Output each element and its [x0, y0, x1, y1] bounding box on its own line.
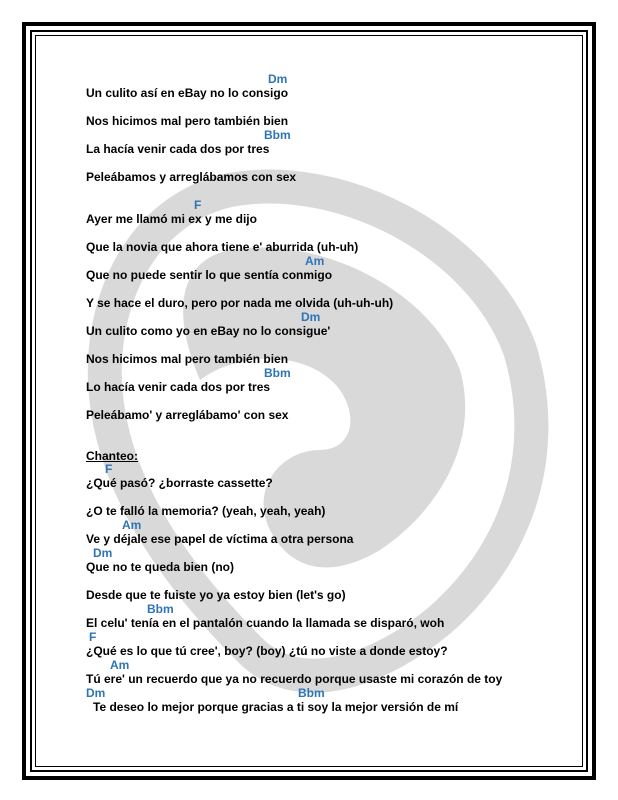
chord: F — [89, 630, 97, 644]
chord: Am — [305, 254, 325, 268]
lyric-line: ¿Qué pasó? ¿borraste cassette? — [86, 476, 273, 490]
chord: Dm — [268, 72, 288, 86]
lyric-line: ¿O te falló la memoria? (yeah, yeah, yeah) — [86, 504, 326, 518]
lyric-line: Peleábamos y arreglábamos con sex — [86, 170, 297, 184]
lyric-line: La hacía venir cada dos por tres — [86, 142, 270, 156]
chord: Dm — [301, 310, 321, 324]
lyric-line: Nos hicimos mal pero también bien — [86, 114, 289, 128]
section-label: Chanteo: — [86, 449, 138, 463]
lyric-line: Desde que te fuiste yo ya estoy bien (let's go) — [86, 588, 346, 602]
chord: Bbm — [264, 128, 291, 142]
chord: Bbm — [147, 602, 174, 616]
lyric-line: Que no te queda bien (no) — [86, 560, 234, 574]
lyric-line: Nos hicimos mal pero también bien — [86, 352, 289, 366]
chord: Dm — [93, 546, 113, 560]
lyric-line: Lo hacía venir cada dos por tres — [86, 380, 271, 394]
lyric-line: ¿Qué es lo que tú cree', boy? (boy) ¿tú no viste a donde estoy? — [86, 644, 448, 658]
lyric-line: Que no puede sentir lo que sentía conmigo — [86, 268, 333, 282]
lyric-line: Te deseo lo mejor porque gracias a ti soy la mejor versión de mí — [93, 700, 459, 714]
lyric-line: Un culito como yo en eBay no lo consigue' — [86, 324, 331, 338]
chord: Bbm — [264, 366, 291, 380]
chord: Dm — [86, 686, 106, 700]
chord: Am — [110, 658, 130, 672]
lyric-line: Peleábamo' y arreglábamo' con sex — [86, 408, 289, 422]
chord: F — [194, 198, 202, 212]
lyric-line: Tú ere' un recuerdo que ya no recuerdo porque usaste mi corazón de toy — [86, 672, 503, 686]
lyric-line: Ayer me llamó mi ex y me dijo — [86, 212, 257, 226]
lyric-line: El celu' tenía en el pantalón cuando la llamada se disparó, woh — [86, 616, 445, 630]
chord: Bbm — [298, 686, 325, 700]
chord: Am — [122, 518, 142, 532]
lyric-line: Y se hace el duro, pero por nada me olvida (uh-uh-uh) — [86, 296, 394, 310]
lyric-line: Que la novia que ahora tiene e' aburrida (uh-uh) — [86, 240, 359, 254]
chord: F — [105, 462, 113, 476]
lyric-line: Ve y déjale ese papel de víctima a otra persona — [86, 532, 354, 546]
lyric-line: Un culito así en eBay no lo consigo — [86, 86, 289, 100]
